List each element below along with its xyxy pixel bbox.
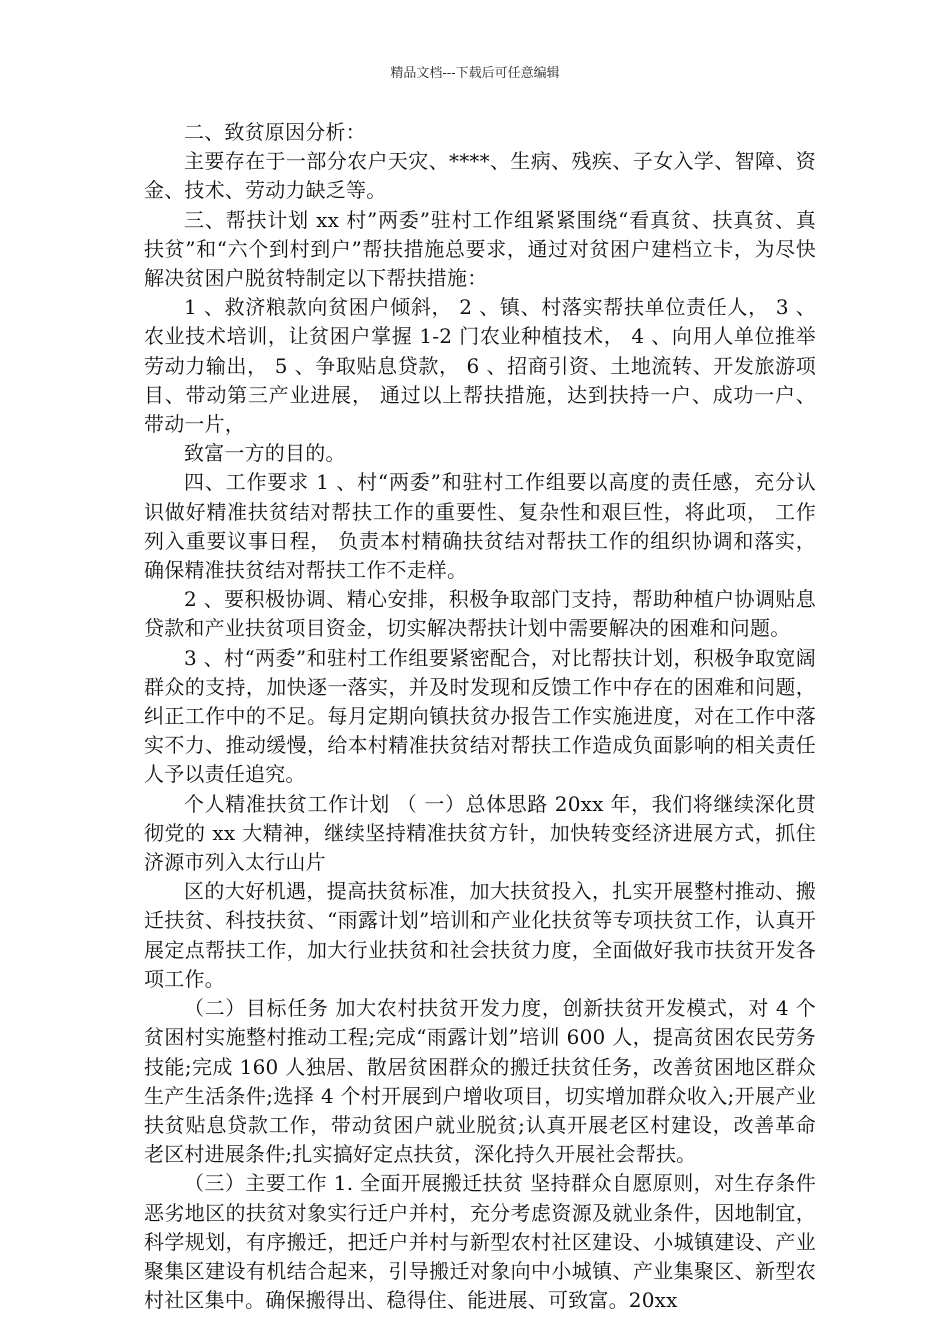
paragraph: 致富一方的目的。 xyxy=(184,441,346,466)
paragraph: 三、帮扶计划 xx 村”两委”驻村工作组紧紧围绕“看真贫、扶真贫、真扶贫”和“六个到村到户”帮扶措施总要求，通过对贫困户建档立卡，为尽快解决贫困户脱贫特制定以下帮扶措施： xyxy=(144,207,816,291)
paragraph: 3 、村“两委”和驻村工作组要紧密配合，对比帮扶计划，积极争取宽阔群众的支持，加快逐一落实，并及时发现和反馈工作中存在的困难和问题，纠正工作中的不足。每月定期向镇扶贫办报告工作实施进度，对在工作中落实不力、推动缓慢，给本村精准扶贫结对帮扶工作造成负面影响的相关责任人予以责任追究。 xyxy=(144,645,816,787)
page-header: 精品文档---下载后可任意编辑 xyxy=(390,66,560,81)
paragraph: 区的大好机遇，提高扶贫标准，加大扶贫投入，扎实开展整村推动、搬迁扶贫、科技扶贫、“雨露计划”培训和产业化扶贫等专项扶贫工作，认真开展定点帮扶工作，加大行业扶贫和社会扶贫力度，全面做好我市扶贫开发各项工作。 xyxy=(144,879,816,991)
paragraph: 2 、要积极协调、精心安排，积极争取部门支持，帮助种植户协调贴息贷款和产业扶贫项目资金，切实解决帮扶计划中需要解决的困难和问题。 xyxy=(144,587,816,641)
paragraph: 二、致贫原因分析： xyxy=(184,120,366,144)
paragraph: 个人精准扶贫工作计划 （ 一）总体思路 20xx 年，我们将继续深化贯彻党的 xx 大精神，继续坚持精准扶贫方针，加快转变经济进展方式，抓住济源市列入太行山片 xyxy=(144,791,816,875)
document-body xyxy=(144,118,816,1315)
paragraph: 1 、救济粮款向贫困户倾斜， 2 、镇、村落实帮扶单位责任人， 3 、农业技术培训，让贫困户掌握 1-2 门农业种植技术， 4 、向用人单位推举劳动力输出， 5 、争取贴息贷款， 6 、招商引资、土地流转、开发旅游项目、带动第三产业进展， 通过以上帮扶措施，达到扶持一户、成功一户、带动一片， xyxy=(144,295,816,437)
paragraph: 主要存在于一部分农户天灾、****、生病、残疾、子女入学、智障、资金、技术、劳动力缺乏等。 xyxy=(144,149,816,203)
paragraph: （二）目标任务 加大农村扶贫开发力度，创新扶贫开发模式，对 4 个贫困村实施整村推动工程;完成“雨露计划”培训 600 人，提高贫困农民劳务技能;完成 160 人独居、散居贫困群众的搬迁扶贫任务，改善贫困地区群众生产生活条件;选择 4 个村开展到户增收项目，切实增加群众收入;开展产业扶贫贴息贷款工作，带动贫困户就业脱贫;认真开展老区村建设，改善革命老区村进展条件;扎实搞好定点扶贫，深化持久开展社会帮扶。 xyxy=(144,996,816,1167)
paragraph: （三）主要工作 1. 全面开展搬迁扶贫 坚持群众自愿原则，对生存条件恶劣地区的扶贫对象实行迁户并村，充分考虑资源及就业条件，因地制宜，科学规划，有序搬迁，把迁户并村与新型农村社区建设、小城镇建设、产业聚集区建设有机结合起来，引导搬迁对象向中小城镇、产业集聚区、新型农村社区集中。确保搬得出、稳得住、能进展、可致富。20xx xyxy=(144,1171,816,1313)
paragraph: 四、工作要求 1 、村“两委”和驻村工作组要以高度的责任感，充分认识做好精准扶贫结对帮扶工作的重要性、复杂性和艰巨性，将此项， 工作列入重要议事日程， 负责本村精确扶贫结对帮扶工作的组织协调和落实，确保精准扶贫结对帮扶工作不走样。 xyxy=(144,470,816,583)
